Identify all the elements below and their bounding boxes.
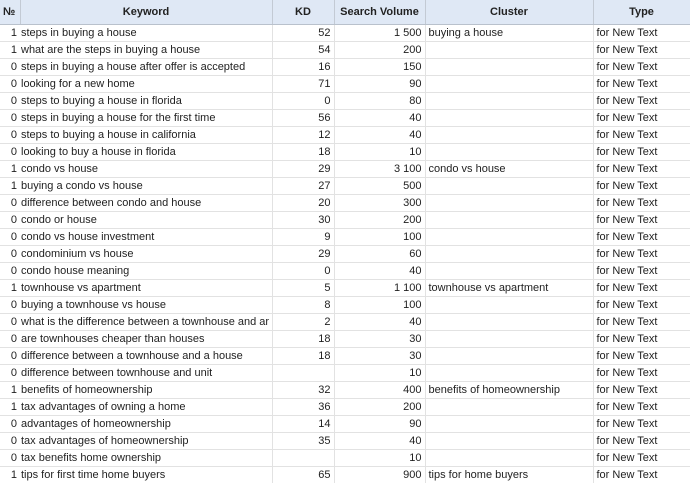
cell-search-volume[interactable]: 200 [334,212,425,229]
cell-keyword[interactable]: steps in buying a house after offer is accepted [20,59,272,76]
cell-search-volume[interactable]: 150 [334,59,425,76]
cell-type[interactable]: for New Text [593,416,690,433]
cell-kd[interactable]: 18 [272,144,334,161]
cell-no[interactable]: 0 [0,246,20,263]
cell-cluster[interactable] [425,195,593,212]
cell-keyword[interactable]: buying a condo vs house [20,178,272,195]
table-row[interactable] [0,110,690,127]
cell-search-volume[interactable]: 90 [334,76,425,93]
cell-type[interactable]: for New Text [593,178,690,195]
table-row[interactable] [0,178,690,195]
cell-keyword[interactable]: steps in buying a house [20,25,272,42]
cell-kd[interactable]: 36 [272,399,334,416]
cell-type[interactable]: for New Text [593,59,690,76]
cell-search-volume[interactable]: 40 [334,127,425,144]
cell-no[interactable]: 1 [0,42,20,59]
cell-no[interactable]: 0 [0,331,20,348]
cell-keyword[interactable]: condominium vs house [20,246,272,263]
cell-cluster[interactable] [425,93,593,110]
cell-search-volume[interactable]: 100 [334,229,425,246]
cell-search-volume[interactable]: 3 100 [334,161,425,178]
cell-keyword[interactable]: buying a townhouse vs house [20,297,272,314]
cell-kd[interactable]: 35 [272,433,334,450]
cell-search-volume[interactable]: 1 100 [334,280,425,297]
cell-keyword[interactable]: are townhouses cheaper than houses [20,331,272,348]
cell-type[interactable]: for New Text [593,195,690,212]
cell-kd[interactable]: 27 [272,178,334,195]
cell-keyword[interactable]: steps to buying a house in florida [20,93,272,110]
header-no[interactable]: № [0,0,20,25]
table-row[interactable] [0,467,690,483]
cell-search-volume[interactable]: 200 [334,399,425,416]
cell-keyword[interactable]: what is the difference between a townhouse and ar [20,314,272,331]
cell-type[interactable]: for New Text [593,246,690,263]
cell-search-volume[interactable]: 40 [334,263,425,280]
cell-type[interactable]: for New Text [593,433,690,450]
cell-kd[interactable]: 9 [272,229,334,246]
cell-no[interactable]: 0 [0,144,20,161]
cell-type[interactable]: for New Text [593,25,690,42]
table-row[interactable] [0,314,690,331]
cell-type[interactable]: for New Text [593,399,690,416]
cell-cluster[interactable] [425,42,593,59]
cell-search-volume[interactable]: 80 [334,93,425,110]
cell-cluster[interactable] [425,297,593,314]
cell-keyword[interactable]: tax advantages of owning a home [20,399,272,416]
cell-type[interactable]: for New Text [593,42,690,59]
table-body [0,25,690,483]
cell-keyword[interactable]: townhouse vs apartment [20,280,272,297]
cell-no[interactable]: 0 [0,76,20,93]
cell-no[interactable]: 0 [0,212,20,229]
table-row[interactable] [0,416,690,433]
cell-cluster[interactable] [425,416,593,433]
cell-kd[interactable]: 5 [272,280,334,297]
cell-kd[interactable]: 65 [272,467,334,483]
cell-search-volume[interactable]: 200 [334,42,425,59]
cell-cluster[interactable] [425,229,593,246]
cell-cluster[interactable] [425,127,593,144]
table-row[interactable] [0,365,690,382]
cell-search-volume[interactable]: 40 [334,314,425,331]
cell-search-volume[interactable]: 300 [334,195,425,212]
table-row[interactable] [0,382,690,399]
cell-no[interactable]: 0 [0,229,20,246]
cell-cluster[interactable] [425,212,593,229]
cell-no[interactable]: 1 [0,178,20,195]
table-row[interactable] [0,144,690,161]
cell-no[interactable]: 0 [0,297,20,314]
cell-type[interactable]: for New Text [593,450,690,467]
cell-search-volume[interactable]: 400 [334,382,425,399]
cell-kd[interactable]: 20 [272,195,334,212]
table-row[interactable] [0,348,690,365]
cell-cluster[interactable] [425,76,593,93]
cell-cluster[interactable] [425,263,593,280]
cell-cluster[interactable] [425,433,593,450]
cell-search-volume[interactable]: 90 [334,416,425,433]
cell-type[interactable]: for New Text [593,365,690,382]
cell-kd[interactable] [272,365,334,382]
cell-cluster[interactable] [425,246,593,263]
cell-no[interactable]: 0 [0,110,20,127]
cell-keyword[interactable]: tips for first time home buyers [20,467,272,483]
cell-no[interactable]: 0 [0,433,20,450]
table-row[interactable] [0,450,690,467]
table-row[interactable] [0,280,690,297]
table-row[interactable] [0,93,690,110]
cell-kd[interactable]: 12 [272,127,334,144]
cell-search-volume[interactable]: 40 [334,433,425,450]
cell-keyword[interactable]: condo or house [20,212,272,229]
cell-keyword[interactable]: condo vs house investment [20,229,272,246]
cell-no[interactable]: 1 [0,382,20,399]
cell-keyword[interactable]: tax advantages of homeownership [20,433,272,450]
cell-cluster[interactable] [425,144,593,161]
cell-type[interactable]: for New Text [593,110,690,127]
cell-kd[interactable]: 0 [272,263,334,280]
cell-keyword[interactable]: difference between a townhouse and a house [20,348,272,365]
header-type[interactable]: Type [593,0,690,25]
cell-cluster[interactable]: tips for home buyers [425,467,593,483]
table-row[interactable] [0,42,690,59]
cell-type[interactable]: for New Text [593,212,690,229]
cell-type[interactable]: for New Text [593,76,690,93]
table-row[interactable] [0,59,690,76]
cell-type[interactable]: for New Text [593,331,690,348]
cell-search-volume[interactable]: 100 [334,297,425,314]
cell-search-volume[interactable]: 1 500 [334,25,425,42]
cell-kd[interactable]: 29 [272,161,334,178]
table-row[interactable] [0,246,690,263]
cell-cluster[interactable] [425,314,593,331]
cell-cluster[interactable] [425,59,593,76]
cell-search-volume[interactable]: 40 [334,110,425,127]
cell-no[interactable]: 1 [0,161,20,178]
cell-kd[interactable]: 14 [272,416,334,433]
cell-cluster[interactable]: condo vs house [425,161,593,178]
cell-keyword[interactable]: steps in buying a house for the first time [20,110,272,127]
cell-no[interactable]: 0 [0,263,20,280]
cell-search-volume[interactable]: 10 [334,365,425,382]
cell-cluster[interactable] [425,399,593,416]
table-row[interactable] [0,161,690,178]
cell-search-volume[interactable]: 30 [334,348,425,365]
cell-search-volume[interactable]: 10 [334,144,425,161]
header-keyword[interactable]: Keyword [20,0,272,25]
cell-kd[interactable]: 8 [272,297,334,314]
cell-type[interactable]: for New Text [593,467,690,483]
cell-keyword[interactable]: looking to buy a house in florida [20,144,272,161]
cell-no[interactable]: 0 [0,59,20,76]
cell-keyword[interactable]: condo house meaning [20,263,272,280]
cell-keyword[interactable]: difference between condo and house [20,195,272,212]
cell-no[interactable]: 0 [0,314,20,331]
cell-type[interactable]: for New Text [593,144,690,161]
table-row[interactable] [0,127,690,144]
table-row[interactable] [0,25,690,42]
cell-cluster[interactable]: townhouse vs apartment [425,280,593,297]
cell-no[interactable]: 0 [0,127,20,144]
cell-cluster[interactable] [425,348,593,365]
cell-search-volume[interactable]: 500 [334,178,425,195]
cell-kd[interactable]: 18 [272,331,334,348]
cell-kd[interactable]: 2 [272,314,334,331]
header-search-volume[interactable]: Search Volume [334,0,425,25]
cell-keyword[interactable]: tax benefits home ownership [20,450,272,467]
table-row[interactable] [0,399,690,416]
cell-kd[interactable]: 32 [272,382,334,399]
cell-cluster[interactable] [425,178,593,195]
header-kd[interactable]: KD [272,0,334,25]
cell-no[interactable]: 0 [0,365,20,382]
cell-type[interactable]: for New Text [593,127,690,144]
cell-kd[interactable]: 0 [272,93,334,110]
cell-type[interactable]: for New Text [593,297,690,314]
cell-no[interactable]: 1 [0,280,20,297]
cell-kd[interactable] [272,450,334,467]
cell-kd[interactable]: 30 [272,212,334,229]
cell-search-volume[interactable]: 900 [334,467,425,483]
cell-keyword[interactable]: condo vs house [20,161,272,178]
table-row[interactable] [0,433,690,450]
cell-no[interactable]: 0 [0,416,20,433]
cell-cluster[interactable] [425,450,593,467]
cell-cluster[interactable] [425,110,593,127]
cell-type[interactable]: for New Text [593,93,690,110]
cell-cluster[interactable] [425,331,593,348]
table-row[interactable] [0,297,690,314]
cell-kd[interactable]: 16 [272,59,334,76]
cell-no[interactable]: 0 [0,93,20,110]
cell-type[interactable]: for New Text [593,348,690,365]
cell-kd[interactable]: 56 [272,110,334,127]
cell-type[interactable]: for New Text [593,229,690,246]
cell-keyword[interactable]: what are the steps in buying a house [20,42,272,59]
cell-cluster[interactable] [425,365,593,382]
cell-keyword[interactable]: benefits of homeownership [20,382,272,399]
cell-search-volume[interactable]: 30 [334,331,425,348]
table-row[interactable] [0,212,690,229]
cell-kd[interactable]: 71 [272,76,334,93]
table-row[interactable] [0,195,690,212]
cell-type[interactable]: for New Text [593,280,690,297]
cell-type[interactable]: for New Text [593,382,690,399]
table-row[interactable] [0,76,690,93]
cell-no[interactable]: 0 [0,348,20,365]
cell-type[interactable]: for New Text [593,263,690,280]
cell-kd[interactable]: 29 [272,246,334,263]
cell-keyword[interactable]: steps to buying a house in california [20,127,272,144]
cell-keyword[interactable]: difference between townhouse and unit [20,365,272,382]
cell-no[interactable]: 0 [0,195,20,212]
cell-type[interactable]: for New Text [593,161,690,178]
cell-type[interactable]: for New Text [593,314,690,331]
cell-kd[interactable]: 18 [272,348,334,365]
cell-keyword[interactable]: advantages of homeownership [20,416,272,433]
cell-no[interactable]: 0 [0,450,20,467]
cell-cluster[interactable]: benefits of homeownership [425,382,593,399]
cell-cluster[interactable]: buying a house [425,25,593,42]
table-row[interactable] [0,331,690,348]
cell-no[interactable]: 1 [0,399,20,416]
cell-kd[interactable]: 54 [272,42,334,59]
cell-no[interactable]: 1 [0,25,20,42]
table-row[interactable] [0,229,690,246]
cell-no[interactable]: 1 [0,467,20,483]
header-cluster[interactable]: Cluster [425,0,593,25]
header-row [0,0,690,25]
cell-search-volume[interactable]: 60 [334,246,425,263]
cell-keyword[interactable]: looking for a new home [20,76,272,93]
cell-kd[interactable]: 52 [272,25,334,42]
table-row[interactable] [0,263,690,280]
cell-search-volume[interactable]: 10 [334,450,425,467]
